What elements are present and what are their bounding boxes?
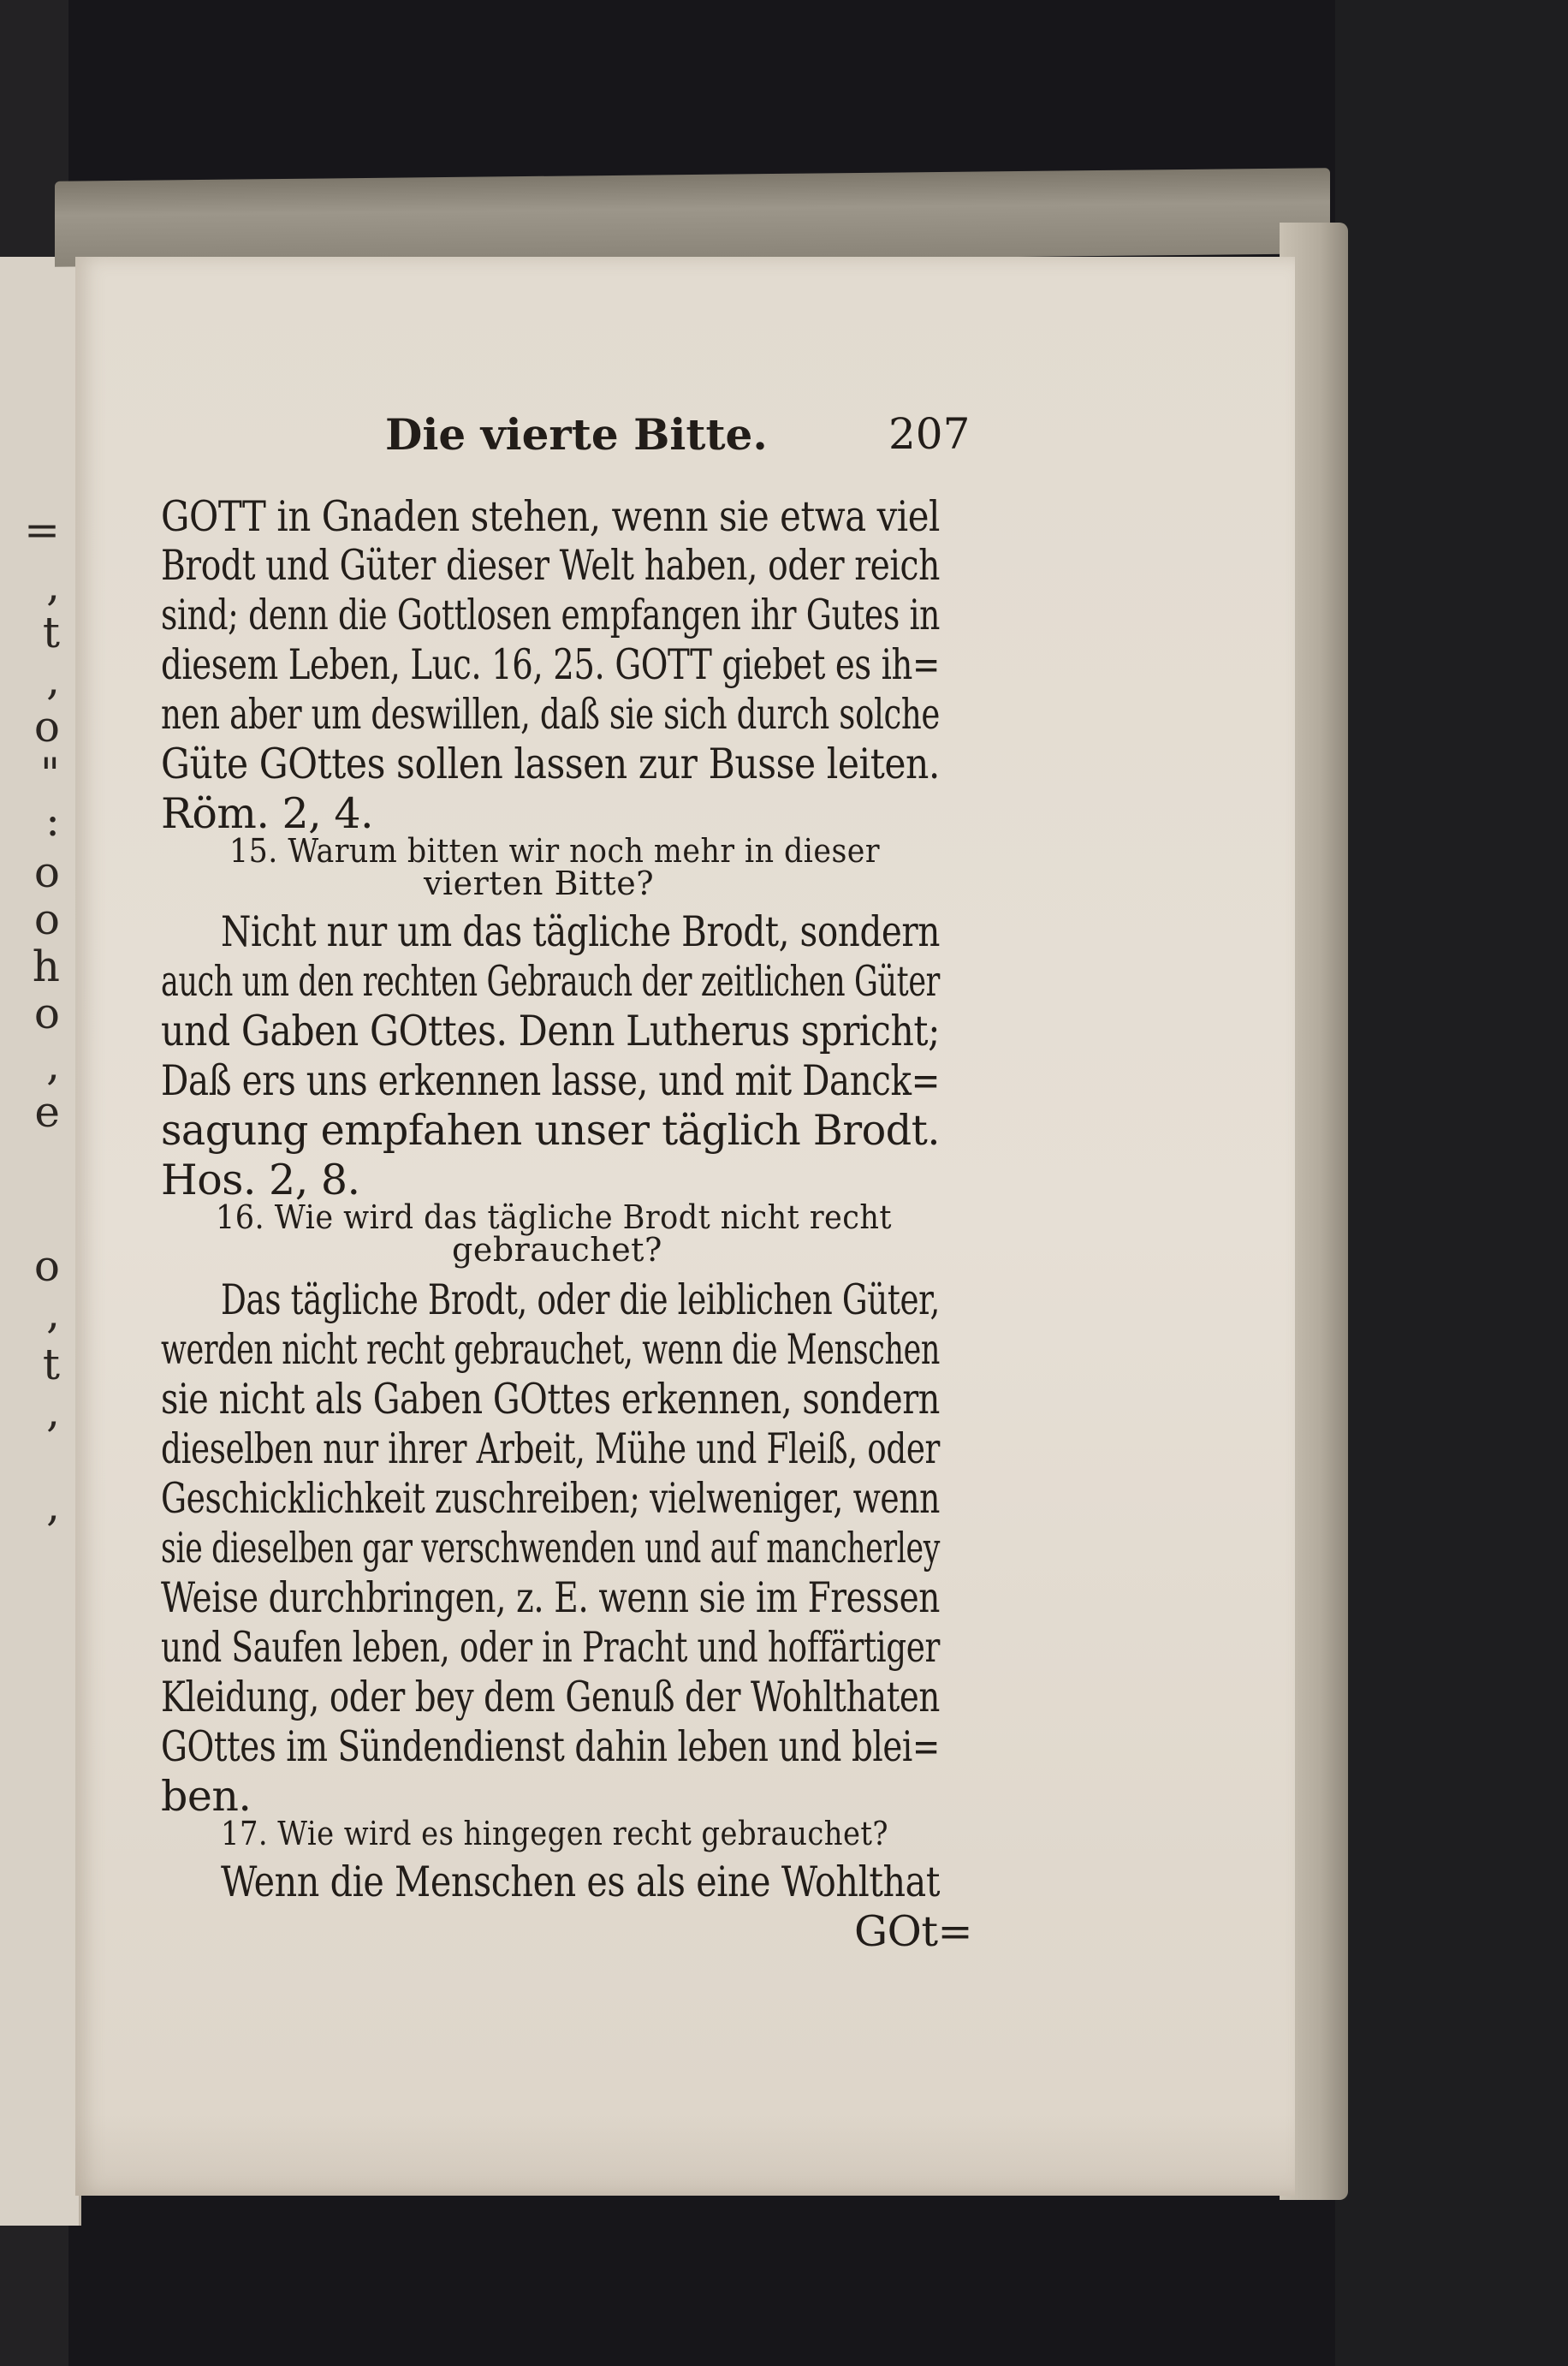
page-number: 207 — [888, 409, 971, 459]
text-line: Weise durchbringen, z. E. wenn sie im Fressen — [161, 1573, 940, 1622]
left-page-fragment: , — [46, 655, 60, 704]
text-line: ben. — [161, 1772, 252, 1821]
text-line: Nicht nur um das tägliche Brodt, sondern — [221, 907, 940, 956]
text-line: und Gaben GOttes. Denn Lutherus spricht; — [161, 1007, 940, 1055]
text-line: Wenn die Menschen es als eine Wohlthat — [221, 1858, 940, 1906]
left-page-fragment: h — [32, 942, 60, 991]
left-page-fragment: , — [46, 1288, 60, 1338]
question-line: vierten Bitte? — [424, 865, 655, 902]
text-line: Brodt und Güter dieser Welt haben, oder reich — [161, 541, 940, 590]
text-line: Geschicklichkeit zuschreiben; vielweniger, wenn — [161, 1474, 940, 1523]
text-line: GOt= — [854, 1907, 973, 1956]
question-line: 15. Warum bitten wir noch mehr in dieser — [229, 832, 880, 870]
text-line: Güte GOttes sollen lassen zur Busse leiten. — [161, 740, 940, 788]
left-page-fragment: " — [40, 749, 60, 799]
text-line: Hos. 2, 8. — [161, 1156, 360, 1204]
text-line: Röm. 2, 4. — [161, 789, 374, 838]
text-line: nen aber um deswillen, daß sie sich durch solche — [161, 690, 940, 739]
question-line: 16. Wie wird das tägliche Brodt nicht recht — [216, 1198, 892, 1236]
text-line: sie dieselben gar verschwenden und auf mancherley — [161, 1524, 940, 1572]
previous-page-edge — [0, 257, 81, 2226]
background-right — [1335, 0, 1568, 2366]
text-line: sie nicht als Gaben GOttes erkennen, sondern — [161, 1375, 940, 1424]
text-line: Kleidung, oder bey dem Genuß der Wohlthaten — [161, 1673, 940, 1721]
left-page-fragment: t — [42, 1340, 60, 1389]
left-page-fragment: , — [46, 1040, 60, 1090]
text-line: diesem Leben, Luc. 16, 25. GOTT giebet es ih= — [161, 640, 940, 689]
left-page-fragment: o — [33, 989, 60, 1038]
question-line: gebrauchet? — [452, 1231, 662, 1269]
text-line: sagung empfahen unser täglich Brodt. — [161, 1106, 940, 1155]
left-page-fragment: o — [33, 895, 60, 944]
text-line: GOttes im Sündendienst dahin leben und blei= — [161, 1722, 940, 1771]
text-line: werden nicht recht gebrauchet, wenn die Menschen — [161, 1325, 940, 1374]
left-page-fragment: o — [33, 702, 60, 752]
left-page-fragment: : — [45, 796, 60, 846]
left-page-fragment: e — [34, 1087, 60, 1137]
text-line: dieselben nur ihrer Arbeit, Mühe und Fleiß, oder — [161, 1424, 940, 1473]
left-page-fragment: = — [24, 505, 60, 555]
text-line: und Saufen leben, oder in Pracht und hoffärtiger — [161, 1623, 940, 1672]
question-line: 17. Wie wird es hingegen recht gebrauchet? — [221, 1815, 888, 1852]
text-line: auch um den rechten Gebrauch der zeitlichen Güter — [161, 957, 940, 1006]
running-header-title: Die vierte Bitte. — [385, 409, 768, 460]
left-page-fragment: , — [46, 561, 60, 610]
left-page-fragment: o — [33, 1241, 60, 1291]
text-line: sind; denn die Gottlosen empfangen ihr Gutes in — [161, 591, 940, 639]
left-page-fragment: , — [46, 1481, 60, 1531]
text-line: GOTT in Gnaden stehen, wenn sie etwa viel — [161, 492, 940, 541]
text-line: Daß ers uns erkennen lasse, und mit Danck= — [161, 1056, 940, 1105]
left-page-fragment: t — [42, 608, 60, 657]
left-page-fragment: o — [33, 847, 60, 897]
page-bottom-shade — [75, 2114, 1295, 2196]
page-stack-top-edge — [55, 168, 1330, 267]
left-page-fragment: , — [46, 1387, 60, 1436]
text-line: Das tägliche Brodt, oder die leiblichen Güter, — [221, 1275, 940, 1324]
